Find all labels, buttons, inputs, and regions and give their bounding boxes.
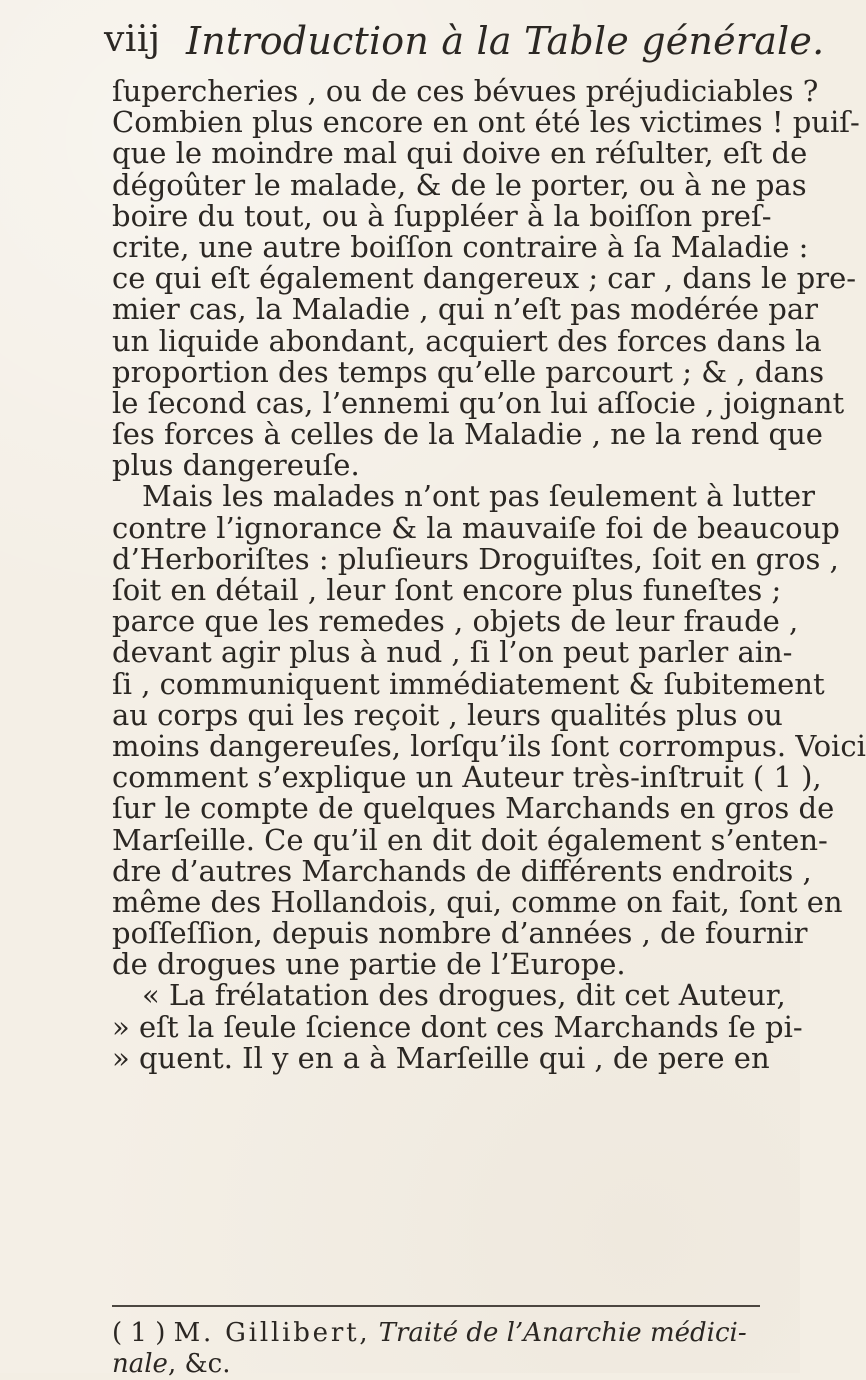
text-line: moins dangereuſes, lorſqu’ils ſont corrompus. Voici [112, 728, 866, 763]
text-line: crite, une autre boiſſon contraire à ſa Maladie : [112, 229, 809, 264]
text-line: ſi , communiquent immédiatement & ſubitement [112, 666, 825, 701]
text-line: Combien plus encore en ont été les victimes ! puiſ- [112, 105, 860, 140]
footnote-separator-rule [112, 1305, 760, 1307]
text-line: comment s’explique un Auteur très-inſtruit ( 1 ), [112, 760, 822, 795]
footnote-title: Traité de l’Anarchie médici- [378, 1318, 747, 1348]
running-title: Introduction à la Table générale. [186, 19, 825, 63]
footnote-etc: , &c. [167, 1349, 231, 1379]
text-line: de drogues une partie de l’Europe. [112, 947, 626, 982]
footnote [112, 1318, 760, 1380]
quote-line: » eſt la ſeule ſcience dont ces Marchands ſe pi- [112, 1009, 803, 1044]
footnote-line-2 [112, 1349, 760, 1380]
text-line: proportion des temps qu’elle parcourt ; & , dans [112, 354, 825, 389]
text-line: ſupercheries , ou de ces bévues préjudiciables ? [112, 74, 819, 108]
text-line: au corps qui les reçoit , leurs qualités plus ou [112, 697, 783, 732]
text-line: le ſecond cas, l’ennemi qu’on lui aſſocie , joignant [112, 385, 845, 420]
text-line: un liquide abondant, acquiert des forces dans la [112, 323, 822, 358]
text-line: Marſeille. Ce qu’il en dit doit également s’enten- [112, 822, 828, 857]
page-header [104, 18, 825, 76]
quote-line: « La frélatation des drogues, dit cet Auteur, [142, 978, 786, 1013]
footnote-line-1 [112, 1318, 760, 1349]
text-line: devant agir plus à nud , ſi l’on peut parler ain- [112, 635, 793, 670]
text-line: Mais les malades n’ont pas ſeulement à lutter [142, 479, 815, 514]
footnote-author: M. Gillibert, [173, 1318, 371, 1348]
text-line: contre l’ignorance & la mauvaiſe foi de beaucoup [112, 510, 840, 545]
text-line: ſur le compte de quelques Marchands en gros de [112, 791, 835, 826]
text-line: que le moindre mal qui doive en réſulter, eſt de [112, 136, 808, 171]
text-line: ſes forces à celles de la Maladie , ne la rend que [112, 417, 823, 452]
text-line: ſoit en détail , leur ſont encore plus funeſtes ; [112, 573, 782, 607]
text-line: d’Herboriſtes : pluſieurs Droguiſtes, ſoit en gros , [112, 541, 839, 576]
footnote-title-continued: nale [112, 1349, 168, 1379]
text-line: même des Hollandois, qui, comme on fait, ſont en [112, 884, 843, 919]
text-line: parce que les remedes , objets de leur fraude , [112, 604, 799, 639]
text-line: plus dangereuſe. [112, 448, 360, 483]
text-line: boire du tout, ou à ſuppléer à la boiſſon preſ- [112, 198, 772, 233]
text-line: dre d’autres Marchands de différents endroits , [112, 853, 812, 888]
text-line: mier cas, la Maladie , qui n’eſt pas modérée par [112, 292, 819, 327]
page-number: viij [104, 19, 161, 60]
text-line: poſſeſſion, depuis nombre d’années , de fournir [112, 916, 808, 951]
quote-line: » quent. Il y en a à Marſeille qui , de pere en [112, 1040, 770, 1075]
text-line: dégoûter le malade, & de le porter, ou à ne pas [112, 167, 807, 202]
footnote-label: ( 1 ) [112, 1318, 166, 1348]
main-text [112, 74, 866, 1075]
text-line: ce qui eſt également dangereux ; car , dans le pre- [112, 261, 857, 296]
